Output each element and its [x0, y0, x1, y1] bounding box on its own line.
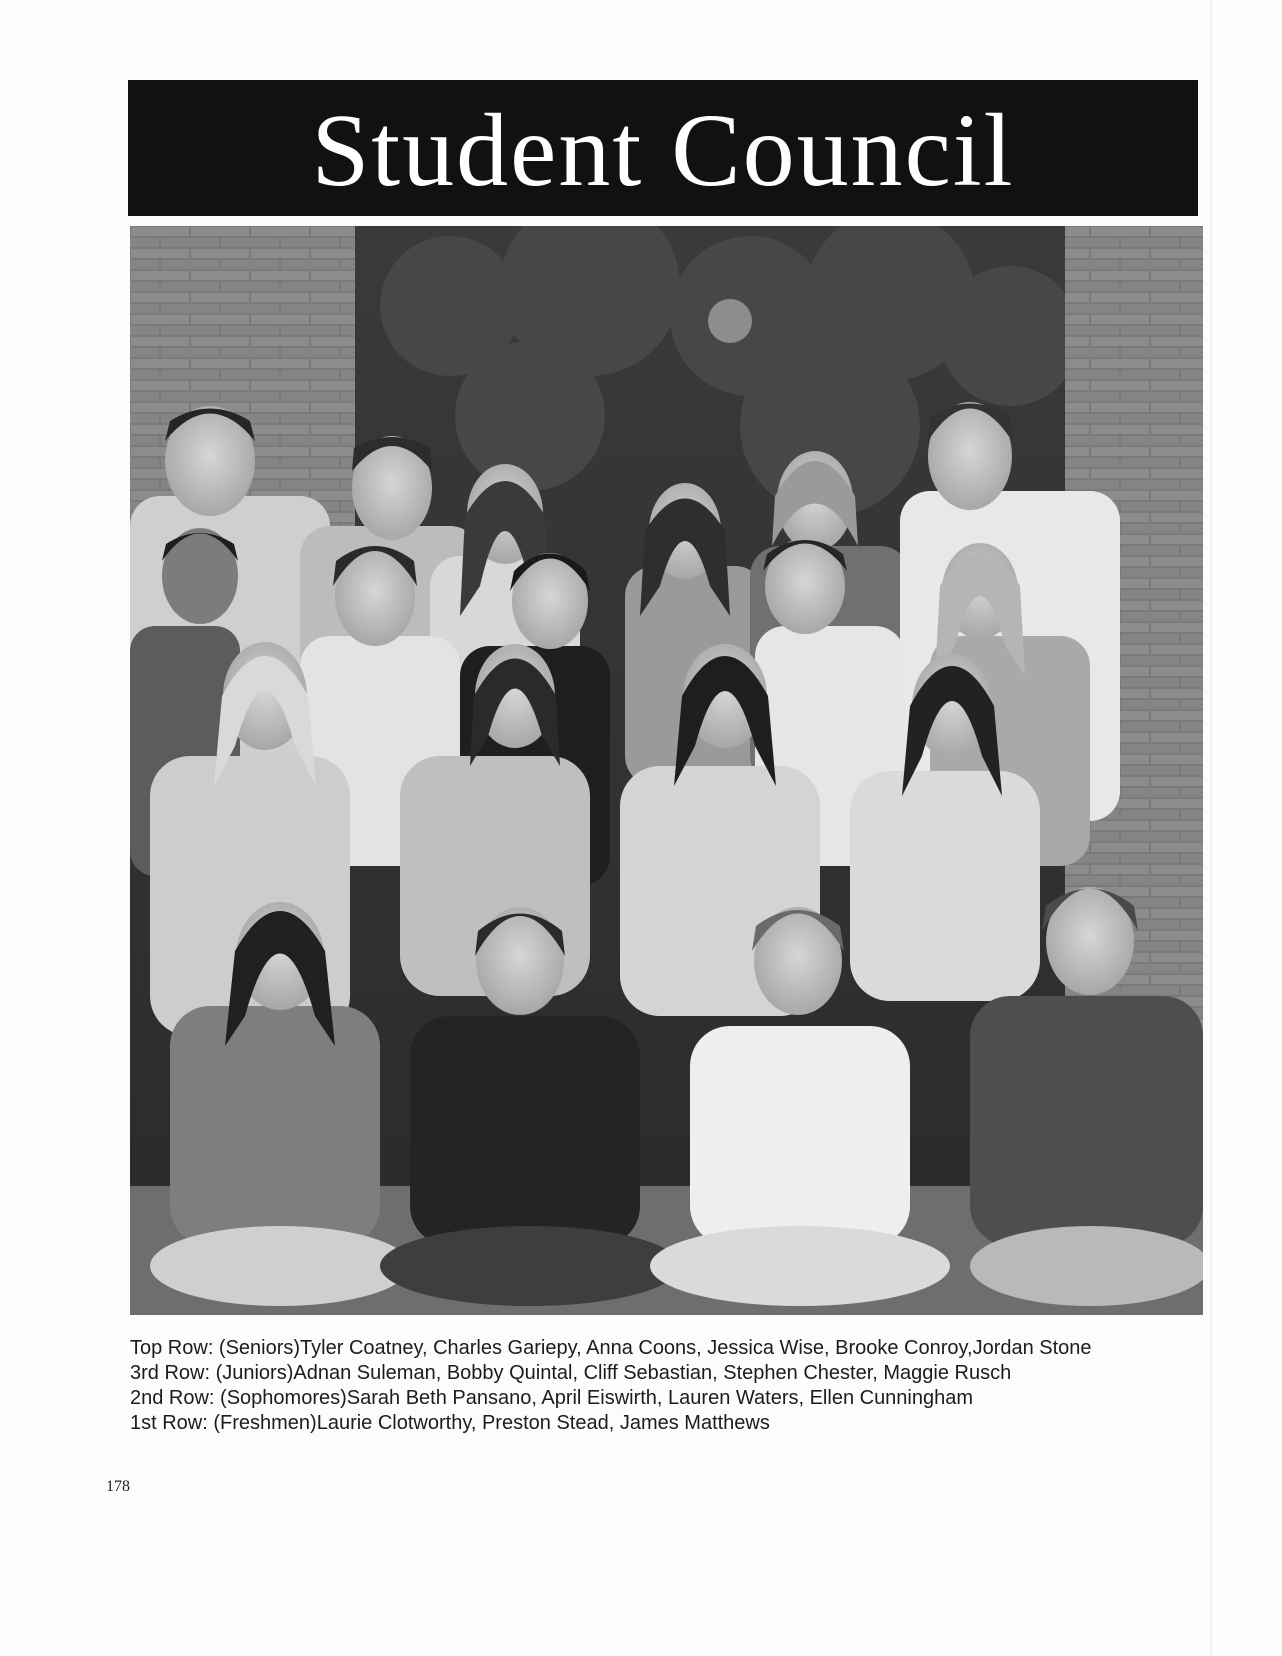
group-photo	[130, 226, 1203, 1315]
caption-top-row: Top Row: (Seniors)Tyler Coatney, Charles Gariepy, Anna Coons, Jessica Wise, Brooke Conroy,Jordan Stone	[130, 1337, 1092, 1359]
page-title: Student Council	[311, 93, 1015, 208]
caption-first-row: 1st Row: (Freshmen)Laurie Clotworthy, Preston Stead, James Matthews	[130, 1412, 770, 1434]
page-number: 178	[106, 1478, 130, 1495]
group-photo-image	[130, 226, 1203, 1315]
caption-third-row: 3rd Row: (Juniors)Adnan Suleman, Bobby Quintal, Cliff Sebastian, Stephen Chester, Maggie Rusch	[130, 1362, 1012, 1384]
caption-second-row: 2nd Row: (Sophomores)Sarah Beth Pansano, April Eiswirth, Lauren Waters, Ellen Cunningham	[130, 1387, 974, 1409]
page-edge	[1210, 0, 1212, 1656]
photo-caption	[130, 1336, 1210, 1436]
title-banner	[128, 80, 1198, 216]
